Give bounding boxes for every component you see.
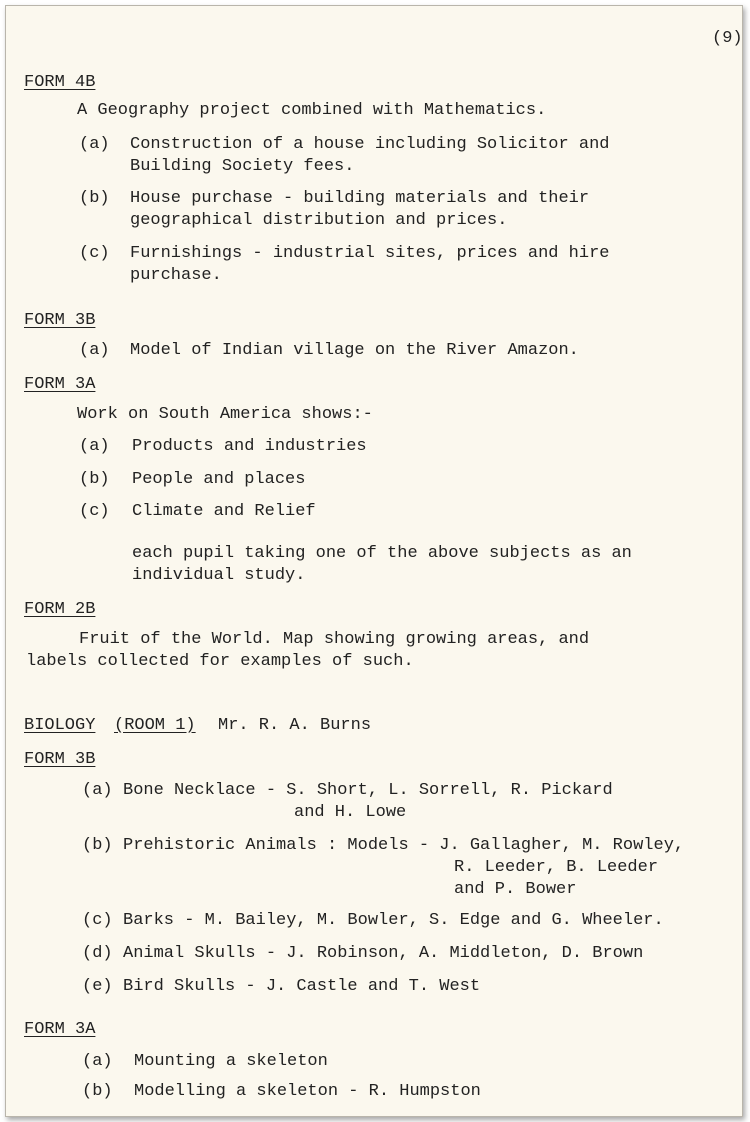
list-item-text: Climate and Relief [132, 502, 316, 521]
list-marker: (a) [82, 781, 113, 800]
section-heading: FORM 3B [24, 750, 96, 769]
list-item-text: and P. Bower [454, 880, 577, 899]
section-heading: FORM 3A [24, 375, 96, 394]
list-marker: (d) [82, 944, 113, 963]
section-heading: FORM 3B [24, 311, 96, 330]
list-item-text: geographical distribution and prices. [130, 211, 508, 230]
page-number: (9) [712, 29, 743, 48]
list-marker: (b) [79, 470, 110, 489]
list-marker: (e) [82, 977, 113, 996]
list-item-text: House purchase - building materials and their [130, 189, 590, 208]
list-item-text: Bone Necklace - S. Short, L. Sorrell, R. Pickard [123, 781, 613, 800]
list-item-text: Prehistoric Animals : Models - J. Gallagher, M. Rowley, [123, 836, 685, 855]
list-marker: (b) [82, 836, 113, 855]
list-item-text: Model of Indian village on the River Amazon. [130, 341, 579, 360]
list-item-text: R. Leeder, B. Leeder [454, 858, 659, 877]
note-text: individual study. [132, 566, 306, 585]
section-heading: FORM 3A [24, 1020, 96, 1039]
paragraph-text: labels collected for examples of such. [26, 652, 414, 671]
section-intro: Work on South America shows:- [77, 405, 373, 424]
subject-heading: BIOLOGY [24, 716, 96, 735]
list-item-text: People and places [132, 470, 306, 489]
list-item-text: Modelling a skeleton - R. Humpston [134, 1082, 481, 1101]
list-marker: (a) [79, 437, 110, 456]
section-heading: FORM 2B [24, 600, 96, 619]
list-marker: (a) [79, 135, 110, 154]
list-item-text: Barks - M. Bailey, M. Bowler, S. Edge and G. Wheeler. [123, 911, 664, 930]
list-item-text: Mounting a skeleton [134, 1052, 328, 1071]
list-marker: (c) [79, 244, 110, 263]
document-page [5, 5, 743, 1117]
list-item-text: Construction of a house including Solicitor and [130, 135, 610, 154]
list-item-text: and H. Lowe [294, 803, 407, 822]
section-heading: FORM 4B [24, 73, 96, 92]
list-item-text: Bird Skulls - J. Castle and T. West [123, 977, 481, 996]
room-label: (ROOM 1) [114, 716, 196, 735]
list-item-text: Building Society fees. [130, 157, 355, 176]
list-item-text: Animal Skulls - J. Robinson, A. Middleton, D. Brown [123, 944, 644, 963]
list-item-text: Furnishings - industrial sites, prices and hire [130, 244, 610, 263]
list-marker: (b) [82, 1082, 113, 1101]
list-marker: (a) [79, 341, 110, 360]
list-marker: (b) [79, 189, 110, 208]
teacher-name: Mr. R. A. Burns [218, 716, 372, 735]
section-intro: A Geography project combined with Mathematics. [77, 101, 547, 120]
paragraph-text: Fruit of the World. Map showing growing areas, and [79, 630, 590, 649]
list-marker: (a) [82, 1052, 113, 1071]
note-text: each pupil taking one of the above subjects as an [132, 544, 632, 563]
list-marker: (c) [82, 911, 113, 930]
list-item-text: Products and industries [132, 437, 367, 456]
list-item-text: purchase. [130, 266, 222, 285]
list-marker: (c) [79, 502, 110, 521]
